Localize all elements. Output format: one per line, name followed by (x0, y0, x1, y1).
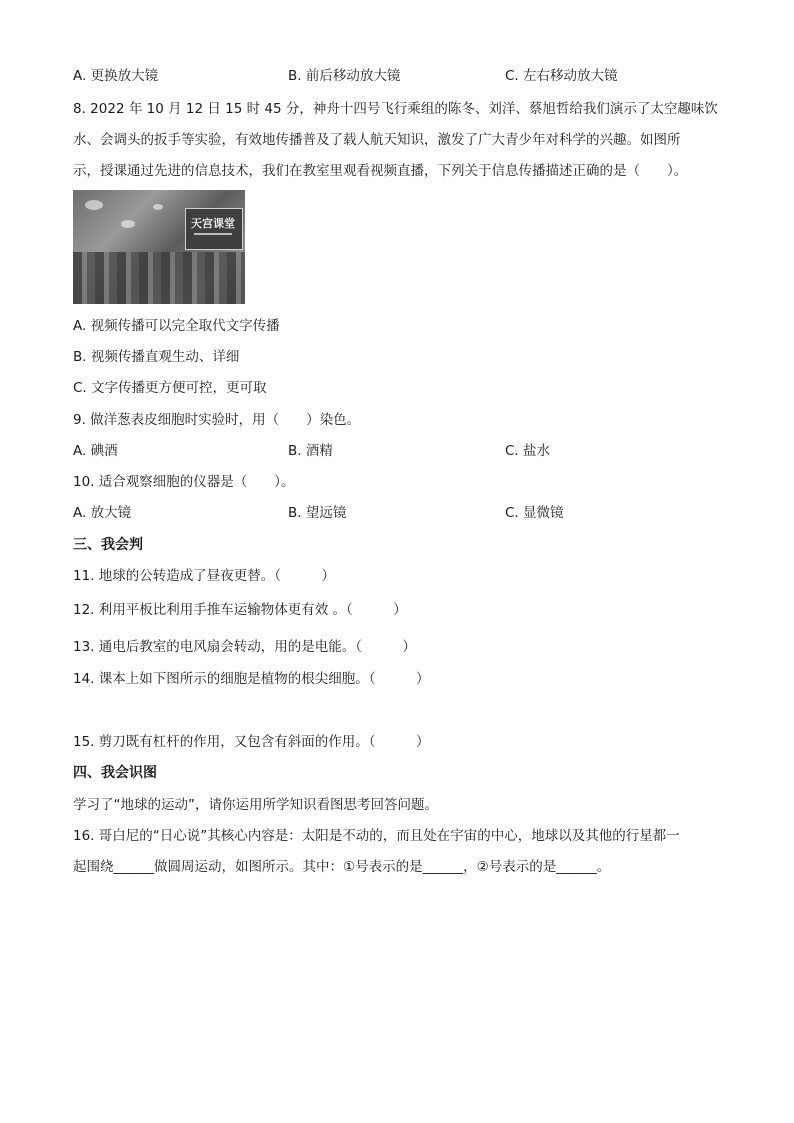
q10-option-c[interactable]: C. 显微镜 (505, 505, 564, 521)
q8-text-line3: 示，授课通过先进的信息技术，我们在教室里观看视频直播，下列关于信息传播描述正确的是（ ）。 (73, 163, 688, 179)
section4-title: 四、我会识图 (73, 765, 157, 781)
judge-item-15[interactable]: 15. 剪刀既有杠杆的作用，又包含有斜面的作用。（ ） (73, 734, 430, 750)
q8-text-line2: 水、会调头的扳手等实验，有效地传播普及了载人航天知识，激发了广大青少年对科学的兴趣。如图所 (73, 132, 681, 148)
q8-text-line1: 8. 2022 年 10 月 12 日 15 时 45 分，神舟十四号飞行乘组的陈冬、刘洋、蔡旭哲给我们演示了太空趣味饮 (73, 101, 718, 117)
judge-item-12[interactable]: 12. 利用平板比利用手推车运输物体更有效 。（ ） (73, 602, 407, 618)
q7-option-a[interactable]: A. 更换放大镜 (73, 68, 159, 84)
q7-option-c[interactable]: C. 左右移动放大镜 (505, 68, 618, 84)
q8-option-c[interactable]: C. 文字传播更方便可控，更可取 (73, 380, 267, 396)
broadcast-screen (185, 208, 243, 250)
q10-option-b[interactable]: B. 望远镜 (288, 505, 347, 521)
judge-item-11[interactable]: 11. 地球的公转造成了昼夜更替。（ ） (73, 568, 336, 584)
q16-text-line1: 16. 哥白尼的“日心说”其核心内容是：太阳是不动的，而且处在宇宙的中心，地球以及其他的行星都一 (73, 828, 680, 844)
q7-options (73, 66, 733, 86)
q16-text-line2[interactable]: 起围绕______做圆周运动，如图所示。其中：①号表示的是______，②号表示的是______。 (73, 859, 611, 875)
q10-options (73, 503, 733, 523)
section4-intro: 学习了“地球的运动”，请你运用所学知识看图思考回答问题。 (73, 797, 438, 813)
section3-title: 三、我会判 (73, 537, 143, 553)
q9-option-b[interactable]: B. 酒精 (288, 443, 333, 459)
judge-item-14[interactable]: 14. 课本上如下图所示的细胞是植物的根尖细胞。（ ） (73, 671, 430, 687)
q8-option-a[interactable]: A. 视频传播可以完全取代文字传播 (73, 318, 280, 334)
classroom-broadcast-photo (73, 190, 245, 304)
audience-silhouettes (73, 252, 245, 304)
q9-options (73, 441, 733, 461)
screen-title: 天宫课堂 (191, 217, 235, 230)
q10-option-a[interactable]: A. 放大镜 (73, 505, 132, 521)
q10-text: 10. 适合观察细胞的仪器是（ ）。 (73, 474, 295, 490)
judge-item-13[interactable]: 13. 通电后教室的电风扇会转动，用的是电能。（ ） (73, 639, 417, 655)
q9-option-c[interactable]: C. 盐水 (505, 443, 551, 459)
q7-option-b[interactable]: B. 前后移动放大镜 (288, 68, 401, 84)
q8-option-b[interactable]: B. 视频传播直观生动、详细 (73, 349, 240, 365)
q9-option-a[interactable]: A. 碘酒 (73, 443, 118, 459)
q9-text: 9. 做洋葱表皮细胞时实验时，用（ ）染色。 (73, 412, 361, 428)
